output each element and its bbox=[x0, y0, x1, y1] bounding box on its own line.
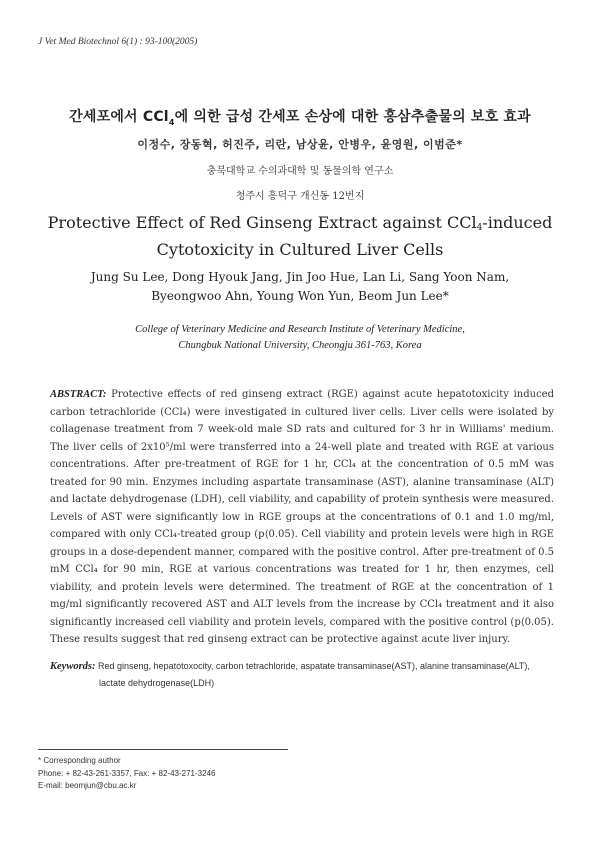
korean-affiliation: 충북대학교 수의과대학 및 동물의학 연구소 bbox=[206, 166, 394, 177]
keywords bbox=[50, 658, 560, 692]
english-title-line1-part2: -induced bbox=[482, 213, 553, 232]
keywords-line2: lactate dehydrogenase(LDH) bbox=[99, 678, 215, 688]
english-title-subscript: 4 bbox=[476, 223, 483, 233]
keywords-label: Keywords: bbox=[50, 661, 96, 672]
abstract-label: ABSTRACT: bbox=[50, 389, 107, 400]
english-authors-line2: Byeongwoo Ahn, Young Won Yun, Beom Jun Lee* bbox=[151, 289, 449, 303]
korean-title-part1: 간세포에서 CCl bbox=[69, 109, 169, 125]
english-authors-line1: Jung Su Lee, Dong Hyouk Jang, Jin Joo Hue, Lan Li, Sang Yoon Nam, bbox=[90, 270, 510, 284]
english-title-line1-part1: Protective Effect of Red Ginseng Extract against CCl bbox=[47, 213, 477, 232]
footnote-divider bbox=[38, 749, 288, 750]
english-affiliation bbox=[0, 322, 600, 354]
abstract bbox=[50, 386, 554, 649]
korean-title-part2: 에 의한 급성 간세포 손상에 대한 홍삼추출물의 보호 효과 bbox=[174, 109, 531, 125]
english-affiliation-line1: College of Veterinary Medicine and Research Institute of Veterinary Medicine, bbox=[135, 324, 465, 335]
footnote-phone-fax: Phone: + 82-43-261-3357, Fax: + 82-43-271-3246 bbox=[38, 768, 216, 778]
footnote bbox=[38, 755, 215, 793]
korean-address: 청주시 흥덕구 개신동 12번지 bbox=[235, 191, 365, 202]
korean-title bbox=[0, 106, 600, 127]
english-title-line2: Cytotoxicity in Cultured Liver Cells bbox=[156, 240, 444, 259]
journal-reference: J Vet Med Biotechnol 6(1) : 93-100(2005) bbox=[38, 37, 198, 47]
footnote-email: E-mail: beomjun@cbu.ac.kr bbox=[38, 781, 137, 790]
keywords-line1: Red ginseng, hepatotoxocity, carbon tetrachloride, aspatate transaminase(AST), alanine transaminase(ALT), bbox=[98, 661, 530, 671]
korean-authors: 이정수, 장동혁, 허진주, 리란, 남상윤, 안병우, 윤영원, 이범준* bbox=[137, 138, 463, 151]
english-authors bbox=[0, 268, 600, 306]
abstract-text: Protective effects of red ginseng extract (RGE) against acute hepatotoxicity induced carbon tetrachloride (CCl₄) were investigated in cultured liver cells. Liver cells were isolated by collagenase treatment from 7 week-old male SD rats and cultured for 3 hr in Williams' medium. The liver cells of 2x10⁵/ml were transferred into a 24-well plate and treated with RGE at various concentrations. After pre-treatment of RGE for 1 hr, CCl₄ at the concentration of 0.5 mM was treated for 90 min. Enzymes including aspartate transaminase (AST), alanine transaminase (ALT) and lactate dehydrogenase (LDH), cell viability, and capability of protein synthesis were measured. Levels of AST were significantly low in RGE groups at the concentrations of 0.1 and 1.0 mg/ml, compared with only CCl₄-treated group (p⟨0.05). Cell viability and protein levels were high in RGE groups in a dose-dependent manner, compared with the positive control. After pre-treatment of 0.5 mM CCl₄ for 90 min, RGE at various concentrations was treated for 1 hr, then enzymes, cell viability, and protein levels were determined. The treatment of RGE at the concentration of 1 mg/ml significantly recovered AST and ALT levels from the increase by CCl₄ treatment and it also significantly increased cell viability and protein levels, compared with the positive control (p⟨0.05). These results suggest that red ginseng extract can be protective against acute liver injury. bbox=[50, 389, 554, 645]
english-affiliation-line2: Chungbuk National University, Cheongju 361-763, Korea bbox=[178, 340, 422, 351]
footnote-corresponding: * Corresponding author bbox=[38, 756, 121, 765]
korean-title-subscript: 4 bbox=[168, 117, 175, 127]
english-title-line1 bbox=[0, 212, 600, 239]
english-title bbox=[0, 212, 600, 261]
